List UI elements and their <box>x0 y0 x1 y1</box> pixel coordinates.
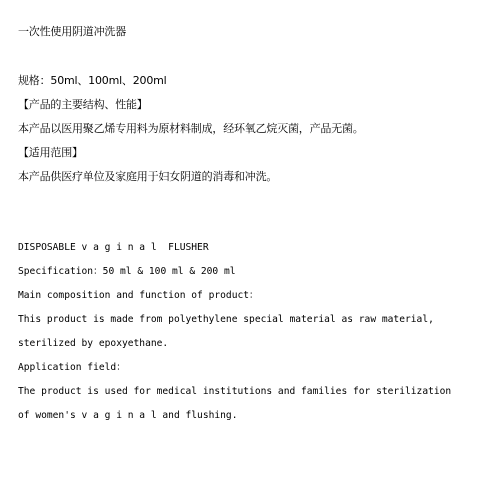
chinese-scope-heading: 【适用范围】 <box>18 146 83 159</box>
chinese-spec: 规格：50ml、100ml、200ml <box>18 74 167 87</box>
english-title: DISPOSABLE v a g i n a l FLUSHER <box>18 242 209 253</box>
chinese-title: 一次性使用阴道冲洗器 <box>18 25 126 38</box>
english-composition-heading: Main composition and function of product： <box>18 290 259 301</box>
english-composition-line-2: sterilized by epoxyethane. <box>18 338 169 349</box>
english-application-line-2: of women's v a g i n a l and flushing. <box>18 410 238 421</box>
chinese-composition-text: 本产品以医用聚乙烯专用料为原材料制成，经环氧乙烷灭菌，产品无菌。 <box>18 122 364 135</box>
english-application-heading: Application field： <box>18 362 126 373</box>
chinese-scope-text: 本产品供医疗单位及家庭用于妇女阴道的消毒和冲洗。 <box>18 170 278 183</box>
english-spec: Specification：50 ml & 100 ml & 200 ml <box>18 266 236 277</box>
english-application-line-1: The product is used for medical institutions and families for sterilization <box>18 386 452 397</box>
english-composition-line-1: This product is made from polyethylene special material as raw material, <box>18 314 434 325</box>
chinese-composition-heading: 【产品的主要结构、性能】 <box>18 98 148 111</box>
